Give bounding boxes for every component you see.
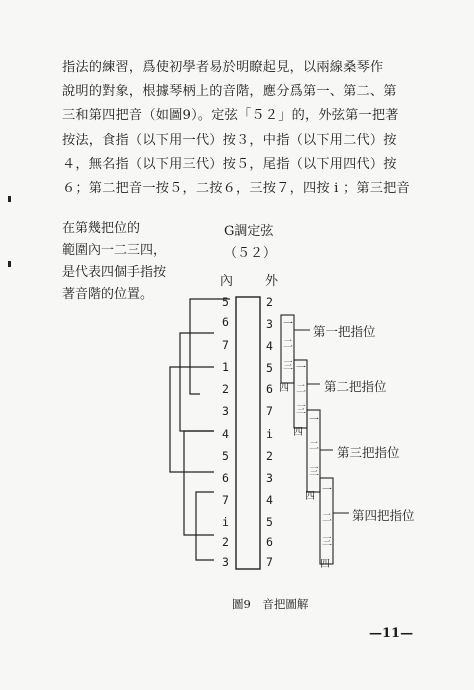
finger-mark: 四 bbox=[320, 559, 330, 570]
paragraph-line: 三和第四把音（如圖9）。定弦「５２」的，外弦第一把著 bbox=[62, 108, 399, 124]
outer-note: 2 bbox=[266, 449, 273, 463]
inner-string-label: 內 bbox=[220, 274, 234, 289]
outer-note: 7 bbox=[266, 404, 273, 418]
bracket-5 bbox=[196, 492, 214, 560]
finger-mark: 四 bbox=[279, 383, 289, 394]
inner-note: 1 bbox=[222, 360, 229, 374]
inner-note: 5 bbox=[222, 295, 229, 309]
finger-mark: 三 bbox=[322, 537, 332, 548]
tuning-title: G調定弦 bbox=[224, 224, 274, 239]
finger-mark: 三 bbox=[296, 405, 306, 416]
figure-caption: 圖9 音把圖解 bbox=[232, 597, 309, 611]
finger-mark: 一 bbox=[283, 319, 293, 330]
side-caption-line: 著音階的位置。 bbox=[62, 287, 154, 302]
finger-mark: 三 bbox=[283, 361, 293, 372]
outer-note: 6 bbox=[266, 382, 273, 396]
position-label-1: 第一把指位 bbox=[313, 324, 376, 339]
finger-mark: 二 bbox=[296, 384, 306, 395]
inner-note: 3 bbox=[222, 555, 229, 569]
side-caption-line: 範圍內一二三四， bbox=[62, 243, 167, 258]
page-number: —11— bbox=[369, 626, 414, 641]
outer-note: 5 bbox=[266, 361, 273, 375]
neck-outline bbox=[236, 297, 260, 569]
inner-note: i bbox=[222, 515, 229, 529]
position-label-3: 第三把指位 bbox=[337, 445, 400, 460]
position-label-4: 第四把指位 bbox=[352, 508, 415, 523]
outer-note: i bbox=[266, 427, 273, 441]
side-caption-line: 在第幾把位的 bbox=[62, 221, 141, 236]
paragraph-line: 說明的對象，根據琴柄上的音階，應分爲第一、第二、第 bbox=[62, 84, 397, 100]
position-label-2: 第二把指位 bbox=[324, 379, 387, 394]
outer-note: 4 bbox=[266, 493, 273, 507]
outer-note: 3 bbox=[266, 471, 273, 485]
finger-mark: 二 bbox=[283, 339, 293, 350]
finger-mark: 一 bbox=[296, 363, 306, 374]
inner-note: 2 bbox=[222, 382, 229, 396]
finger-mark: 三 bbox=[309, 467, 319, 478]
inner-note: 7 bbox=[222, 493, 229, 507]
paragraph-line: 按法，食指（以下用一代）按３，中指（以下用二代）按 bbox=[62, 132, 397, 148]
paragraph-line: 指法的練習，爲使初學者易於明瞭起見，以兩線桑琴作 bbox=[62, 60, 384, 75]
paragraph-line: ６；第二把音一按５，二按６，三按７，四按 i ；第三把音 bbox=[62, 181, 410, 197]
finger-mark: 二 bbox=[309, 441, 319, 452]
finger-mark: 一 bbox=[309, 415, 319, 426]
finger-mark: 一 bbox=[322, 485, 332, 496]
inner-note: 3 bbox=[222, 404, 229, 418]
outer-note: 2 bbox=[266, 295, 273, 309]
inner-note: 6 bbox=[222, 471, 229, 485]
side-caption-line: 是代表四個手指按 bbox=[62, 265, 167, 280]
bracket-2 bbox=[180, 333, 214, 431]
inner-note: 7 bbox=[222, 338, 229, 352]
tuning-value: （５２） bbox=[224, 246, 277, 261]
outer-note: 7 bbox=[266, 555, 273, 569]
finger-mark: 四 bbox=[305, 491, 315, 502]
bracket-3 bbox=[170, 367, 214, 472]
outer-note: 4 bbox=[266, 339, 273, 353]
inner-note: 5 bbox=[222, 449, 229, 463]
outer-note: 5 bbox=[266, 515, 273, 529]
finger-mark: 二 bbox=[322, 513, 332, 524]
outer-string-label: 外 bbox=[265, 274, 279, 289]
outer-note: 6 bbox=[266, 535, 273, 549]
finger-mark: 四 bbox=[293, 427, 303, 438]
bracket-4 bbox=[184, 431, 214, 535]
outer-note: 3 bbox=[266, 317, 273, 331]
inner-note: 2 bbox=[222, 535, 229, 549]
paragraph-line: ４，無名指（以下用三代）按５，尾指（以下用四代）按 bbox=[62, 156, 397, 172]
inner-note: 4 bbox=[222, 427, 229, 441]
inner-note: 6 bbox=[222, 315, 229, 329]
